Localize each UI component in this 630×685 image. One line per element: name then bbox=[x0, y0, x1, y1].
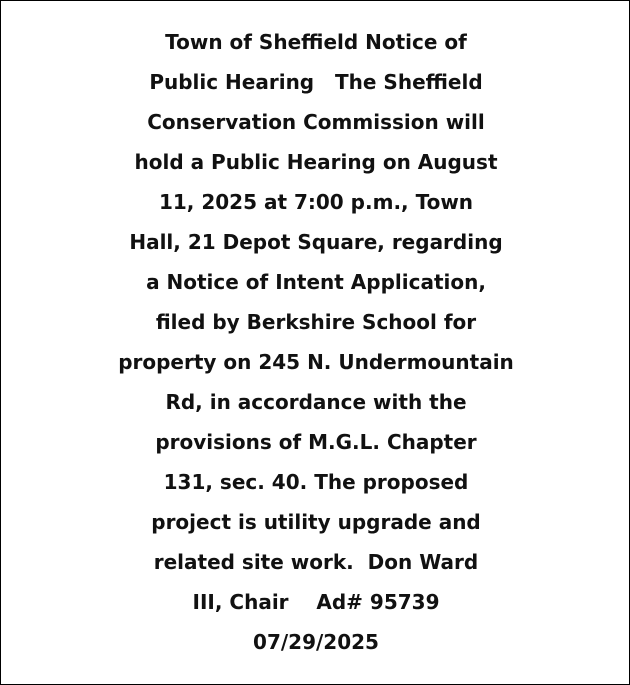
notice-line: III, Chair Ad# 95739 bbox=[192, 590, 440, 614]
notice-line: Town of Sheffield Notice of bbox=[165, 30, 467, 54]
notice-line: hold a Public Hearing on August bbox=[134, 150, 498, 174]
notice-line: 11, 2025 at 7:00 p.m., Town bbox=[158, 190, 474, 214]
notice-line: related site work. Don Ward bbox=[153, 550, 479, 574]
notice-line: 131, sec. 40. The proposed bbox=[163, 470, 469, 494]
notice-line: Conservation Commission will bbox=[147, 110, 485, 134]
notice-date: 07/29/2025 bbox=[253, 630, 379, 654]
notice-line: Hall, 21 Depot Square, regarding bbox=[129, 230, 503, 254]
notice-line: Public Hearing The Sheffield bbox=[149, 70, 483, 94]
notice-line: a Notice of Intent Application, bbox=[146, 270, 486, 294]
notice-line: provisions of M.G.L. Chapter bbox=[155, 430, 477, 454]
notice-body bbox=[1, 22, 630, 662]
notice-line: property on 245 N. Undermountain bbox=[118, 350, 514, 374]
notice-line: Rd, in accordance with the bbox=[165, 390, 467, 414]
notice-line: project is utility upgrade and bbox=[151, 510, 481, 534]
notice-line: filed by Berkshire School for bbox=[155, 310, 477, 334]
